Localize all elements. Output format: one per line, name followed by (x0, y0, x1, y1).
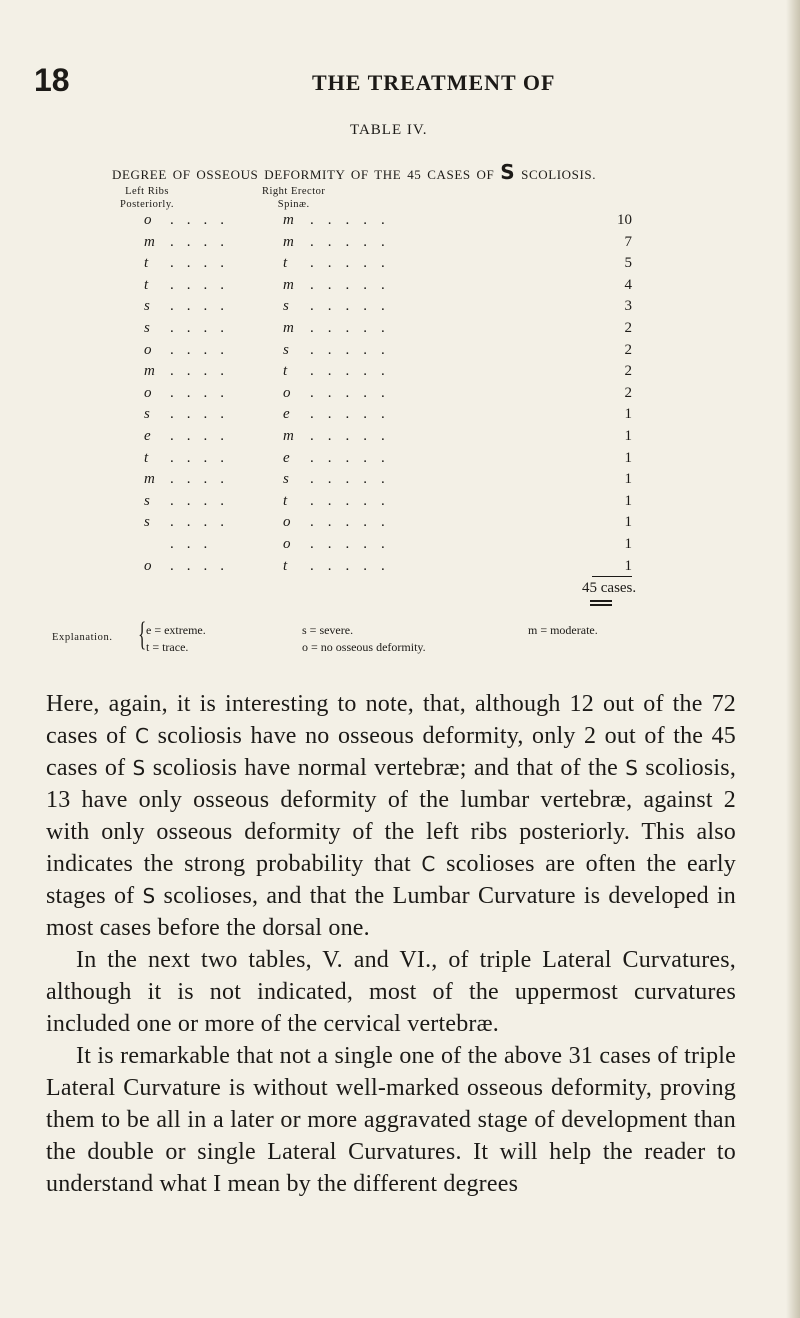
leader-dots: ..... (310, 212, 399, 228)
text-run: scolioses are often the early stages of (46, 851, 737, 909)
cell-left-ribs: o (144, 384, 152, 401)
leader-dots: ..... (310, 341, 399, 358)
cell-count: 4 (624, 276, 632, 293)
leader-dots: .... (170, 320, 237, 336)
cell-right-erector: s (283, 341, 289, 358)
c-curve-symbol: C (421, 852, 436, 876)
column-header-line: Left Ribs (125, 186, 169, 197)
leader-dots: ..... (310, 428, 399, 444)
cell-left-ribs: t (144, 276, 149, 293)
cell-right-erector: o (283, 384, 291, 401)
leader-dots: .... (170, 471, 237, 488)
text-run: scoliosis have no osseous deformity, only 2 out of the 45 cases of (46, 723, 737, 781)
paragraph-1 (46, 688, 736, 944)
table-title: TABLE IV. (350, 122, 428, 138)
cell-right-erector: e (283, 449, 290, 466)
table-row (0, 277, 800, 299)
cell-right-erector: s (283, 298, 289, 315)
table-row (0, 493, 800, 515)
table-row (0, 428, 800, 450)
column-header-line: Spinæ. (277, 199, 310, 210)
table-row (0, 558, 800, 580)
cell-left-ribs: o (144, 557, 152, 574)
table-row (0, 536, 800, 558)
text-run: scolioses, and that the Lumbar Curvature is developed in most cases before the dorsal one. (46, 883, 736, 941)
brace: { (138, 616, 147, 653)
cell-right-erector: t (283, 363, 288, 380)
leader-dots: ..... (310, 406, 399, 423)
leader-dots: .... (170, 212, 237, 228)
table-row (0, 406, 800, 428)
leader-dots: ..... (310, 557, 399, 574)
cell-right-erector: m (283, 428, 294, 444)
cell-right-erector: o (283, 514, 291, 531)
caption-text-end: SCOLIOSIS. (521, 167, 597, 182)
explanation-s: s = severe. (302, 623, 354, 637)
table-row (0, 385, 800, 407)
explanation-o: o = no osseous deformity. (302, 640, 426, 654)
cell-left-ribs: o (144, 212, 152, 228)
text-run: Here, again, it is interesting to note, that, although 12 out of the 72 cases of (46, 691, 736, 749)
cell-count: 2 (624, 320, 632, 336)
cell-right-erector: m (283, 276, 294, 293)
leader-dots: ..... (310, 320, 399, 336)
cell-left-ribs: t (144, 255, 149, 272)
cell-count: 1 (624, 492, 632, 509)
column-header-right-erector (262, 185, 325, 211)
s-curve-symbol: S (142, 884, 156, 908)
leader-dots: .... (170, 428, 237, 444)
cell-left-ribs: s (144, 320, 150, 336)
cell-left-ribs: m (144, 471, 155, 488)
leader-dots: ..... (310, 276, 399, 293)
c-curve-symbol: C (134, 724, 150, 748)
total-rule (592, 576, 632, 577)
cell-count: 1 (624, 428, 632, 444)
cell-count: 1 (624, 471, 632, 488)
text-run: scoliosis have normal vertebræ; and that of the (152, 755, 618, 781)
cell-right-erector: o (283, 536, 291, 552)
cell-right-erector: t (283, 557, 288, 574)
explanation-m: m = moderate. (528, 623, 598, 637)
leader-dots: ..... (310, 449, 399, 466)
running-head: THE TREATMENT OF (312, 70, 556, 95)
leader-dots: ..... (310, 471, 399, 488)
leader-dots: ..... (310, 514, 399, 531)
cell-count: 10 (617, 212, 632, 228)
table-caption (112, 160, 596, 184)
cell-left-ribs: e (144, 428, 151, 444)
cell-count: 7 (624, 233, 632, 250)
double-rule (590, 600, 612, 606)
cell-right-erector: t (283, 492, 288, 509)
cell-count: 3 (624, 298, 632, 315)
leader-dots: .... (170, 363, 237, 380)
cell-count: 5 (624, 255, 632, 272)
cell-right-erector: m (283, 320, 294, 336)
page-edge (786, 0, 800, 1318)
table-row (0, 255, 800, 277)
cell-count: 1 (624, 514, 632, 531)
leader-dots: ..... (310, 233, 399, 250)
cell-left-ribs: s (144, 298, 150, 315)
leader-dots: ..... (310, 298, 399, 315)
paragraph-3: It is remarkable that not a single one of the above 31 cases of triple Lateral Curvature is without well-marked osseous deformity, proving them to be all in a later or more aggravated stage of development than the double or single Lateral Curvatures. It will help the reader to understand what I mean by the different degrees (46, 1043, 736, 1197)
leader-dots: ..... (310, 363, 399, 380)
table-total: 45 cases. (582, 580, 637, 596)
table-row (0, 363, 800, 385)
leader-dots: .... (170, 406, 237, 423)
leader-dots: ..... (310, 492, 399, 509)
table-row (0, 320, 800, 342)
cell-left-ribs: o (144, 341, 152, 358)
cell-left-ribs: s (144, 514, 150, 531)
column-header-line: Posteriorly. (120, 199, 175, 210)
leader-dots: ... (170, 536, 221, 552)
text-run: scoliosis, 13 have only osseous deformity of the lumbar vertebræ, against 2 with only osseous deformity of the left ribs posteriorly. This also indicates the strong probability that (46, 755, 737, 877)
cell-right-erector: t (283, 255, 288, 272)
table-row (0, 471, 800, 493)
cell-right-erector: e (283, 406, 290, 423)
s-curve-symbol: S (132, 756, 146, 780)
explanation-label: Explanation. (52, 632, 113, 643)
table-row (0, 342, 800, 364)
leader-dots: .... (170, 449, 237, 466)
leader-dots: .... (170, 492, 237, 509)
leader-dots: .... (170, 255, 237, 272)
table-row (0, 212, 800, 234)
caption-text: DEGREE OF OSSEOUS DEFORMITY OF THE 45 CASES OF (112, 167, 495, 182)
cell-left-ribs: s (144, 492, 150, 509)
cell-right-erector: m (283, 233, 294, 250)
leader-dots: .... (170, 298, 237, 315)
cell-right-erector: m (283, 212, 294, 228)
table-row (0, 514, 800, 536)
cell-left-ribs: m (144, 233, 155, 250)
column-header-line: Right Erector (262, 186, 326, 197)
leader-dots: .... (170, 341, 237, 358)
s-curve-symbol: S (625, 756, 639, 780)
cell-left-ribs: m (144, 363, 155, 380)
table-row (0, 234, 800, 256)
paragraph-2: In the next two tables, V. and VI., of triple Lateral Curvatures, although it is not indicated, most of the uppermost curvatures included one or more of the cervical vertebræ. (46, 947, 736, 1037)
cell-count: 2 (624, 341, 632, 358)
column-header-left-ribs (120, 185, 174, 211)
leader-dots: .... (170, 514, 237, 531)
cell-right-erector: s (283, 471, 289, 488)
explanation-t: t = trace. (146, 640, 189, 654)
cell-count: 2 (624, 384, 632, 401)
leader-dots: ..... (310, 255, 399, 272)
leader-dots: .... (170, 557, 237, 574)
cell-left-ribs: s (144, 406, 150, 423)
cell-count: 1 (624, 536, 632, 552)
leader-dots: .... (170, 276, 237, 293)
table-row (0, 298, 800, 320)
cell-count: 2 (624, 363, 632, 380)
page-number: 18 (34, 62, 70, 98)
leader-dots: ..... (310, 536, 399, 552)
cell-count: 1 (624, 449, 632, 466)
explanation-e: e = extreme. (146, 623, 206, 637)
cell-count: 1 (624, 406, 632, 423)
cell-count: 1 (624, 557, 632, 574)
leader-dots: .... (170, 384, 237, 401)
leader-dots: ..... (310, 384, 399, 401)
table-row (0, 450, 800, 472)
cell-left-ribs: t (144, 449, 149, 466)
body-text (46, 688, 736, 1200)
leader-dots: .... (170, 233, 237, 250)
s-curve-symbol: S (500, 160, 516, 184)
